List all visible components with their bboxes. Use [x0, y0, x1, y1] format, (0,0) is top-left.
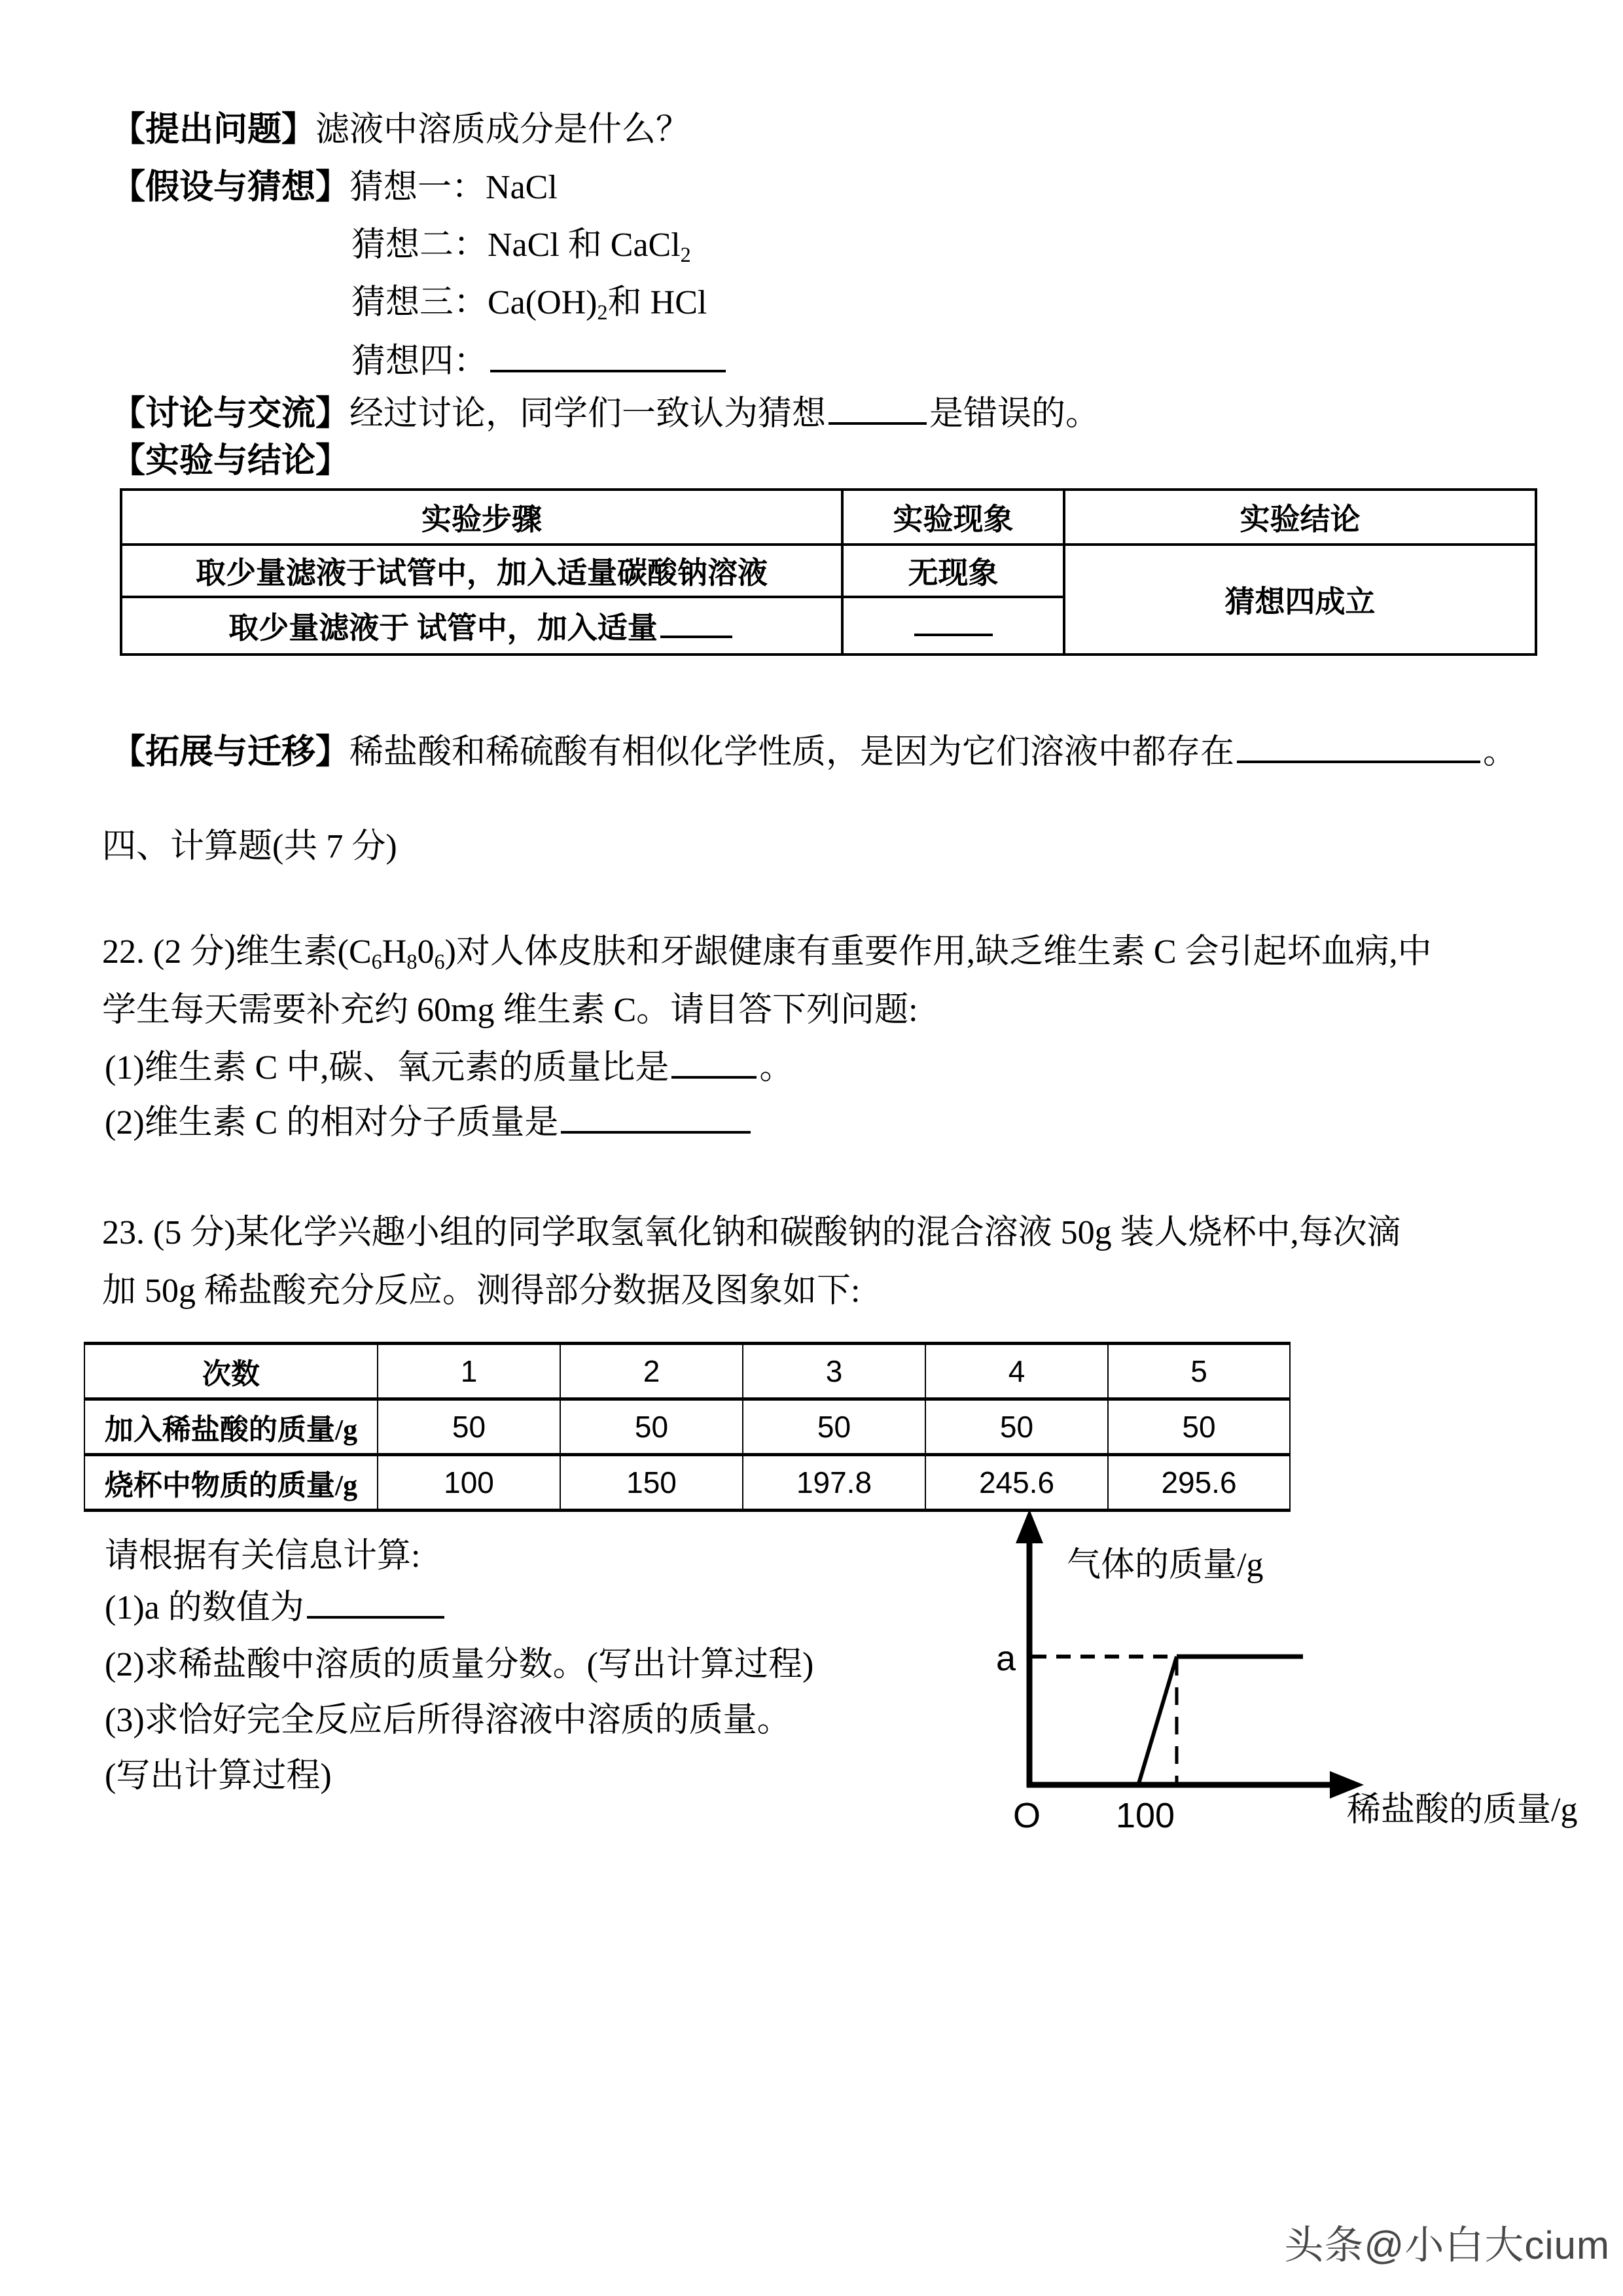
cell: 197.8 [743, 1455, 925, 1511]
answer-blank [307, 1609, 444, 1619]
bracket-header: 【实验与结论】 [111, 442, 350, 480]
guess-3-subscript: 2 [597, 300, 608, 325]
section-hypothesis [111, 166, 558, 209]
x-tick-100: 100 [1115, 1796, 1175, 1833]
cell: 150 [560, 1455, 743, 1511]
table-row-acid-added [84, 1399, 1290, 1455]
origin-label: O [1013, 1796, 1041, 1833]
q22-text: 0 [417, 933, 435, 971]
cell: 295.6 [1108, 1455, 1290, 1511]
row-label: 加入稀盐酸的质量/g [84, 1399, 378, 1455]
discussion-text: 经过讨论，同学们一致认为猜想 [349, 395, 827, 433]
y-tick-a: a [996, 1639, 1016, 1678]
formula-subscript: 8 [406, 950, 418, 974]
calc-item1-text: (1)a 的数值为 [105, 1589, 304, 1626]
table-header-row [121, 490, 1536, 545]
question-text: 滤液中溶质成分是什么？ [315, 111, 690, 149]
q22-line2: 学生每天需要补充约 60mg 维生素 C。请目答下列问题: [102, 992, 918, 1029]
q22-item1-text2: 。 [759, 1049, 794, 1086]
gas-mass-chart [949, 1505, 1623, 1833]
cell: 4 [925, 1344, 1108, 1399]
x-axis-label: 稀盐酸的质量/g [1347, 1791, 1578, 1829]
guess-4-text: 猜想四： [351, 343, 488, 380]
q22-text: )对人体皮肤和牙龈健康有重要作用,缺乏维生素 C 会引起坏血病,中 [444, 933, 1432, 971]
q23-line2: 加 50g 稀盐酸充分反应。测得部分数据及图象如下: [102, 1272, 861, 1310]
table-row [121, 545, 1536, 597]
cell: 2 [560, 1344, 743, 1399]
y-axis-arrow-icon [1016, 1509, 1043, 1543]
calc-item3: (3)求恰好完全反应后所得溶液中溶质的质量。 [105, 1702, 791, 1739]
guess-2 [351, 224, 691, 268]
q22-item1 [105, 1047, 793, 1089]
cell: 50 [743, 1399, 925, 1455]
row-label: 次数 [84, 1344, 378, 1399]
section4-title: 四、计算题(共 7 分) [102, 828, 397, 865]
cell: 100 [378, 1455, 560, 1511]
col-header-phenomenon: 实验现象 [842, 490, 1064, 545]
experiment-table [120, 488, 1537, 656]
answer-blank [490, 363, 726, 372]
guess-4 [351, 340, 728, 383]
answer-blank [671, 1069, 757, 1079]
q22-text: H [382, 933, 407, 971]
table-row-beaker-mass [84, 1455, 1290, 1511]
q22-item1-text: (1)维生素 C 中,碳、氧元素的质量比是 [105, 1049, 669, 1086]
extension-text: 稀盐酸和稀硫酸有相似化学性质，是因为它们溶液中都存在 [349, 734, 1235, 771]
table-row-times [84, 1344, 1290, 1399]
step-text: 取少量滤液于 试管中，加入适量 [228, 611, 658, 645]
answer-blank [914, 627, 993, 636]
y-axis-label: 气体的质量/g [1067, 1547, 1264, 1584]
cell: 245.6 [925, 1455, 1108, 1511]
q22-item2-text: (2)维生素 C 的相对分子质量是 [105, 1104, 559, 1141]
guess-2-subscript: 2 [680, 243, 691, 267]
row-label: 烧杯中物质的质量/g [84, 1455, 378, 1511]
calc-item1 [105, 1587, 447, 1629]
guess-3-text: 猜想三：Ca(OH) [351, 284, 597, 321]
cell: 50 [1108, 1399, 1290, 1455]
q22-line1 [102, 931, 1432, 975]
watermark: 头条@小白大cium [1284, 2223, 1610, 2267]
guess-3 [351, 281, 707, 325]
q22-text: 22. (2 分)维生素(C [102, 933, 372, 971]
calc-item4: (写出计算过程) [105, 1757, 332, 1795]
calc-item2: (2)求稀盐酸中溶质的质量分数。(写出计算过程) [105, 1646, 814, 1683]
step-cell: 取少量滤液于试管中，加入适量碳酸钠溶液 [121, 545, 842, 597]
cell: 5 [1108, 1344, 1290, 1399]
bracket-header: 【拓展与迁移】 [111, 734, 350, 771]
section-experiment [111, 440, 349, 482]
guess-3-text2: 和 HCl [607, 284, 707, 321]
cell: 1 [378, 1344, 560, 1399]
bracket-header: 【假设与猜想】 [111, 169, 350, 206]
section-propose-question [111, 109, 690, 151]
guess-2-text: 猜想二：NaCl 和 CaCl [351, 226, 681, 264]
conclusion-cell: 猜想四成立 [1064, 545, 1536, 655]
discussion-text2: 是错误的。 [929, 395, 1100, 433]
data-table [84, 1342, 1291, 1512]
col-header-steps: 实验步骤 [121, 490, 842, 545]
section-extension [111, 731, 1517, 774]
curve-rising-segment [1139, 1657, 1177, 1784]
answer-blank [1237, 754, 1480, 763]
cell: 50 [925, 1399, 1108, 1455]
bracket-header: 【提出问题】 [111, 111, 316, 149]
cell: 50 [560, 1399, 743, 1455]
q22-item2 [105, 1102, 753, 1144]
guess-1: 猜想一：NaCl [349, 169, 558, 206]
answer-blank [561, 1124, 751, 1134]
bracket-header: 【讨论与交流】 [111, 395, 350, 433]
formula-subscript: 6 [371, 950, 382, 974]
cell: 3 [743, 1344, 925, 1399]
col-header-conclusion: 实验结论 [1064, 490, 1536, 545]
q23-line1: 23. (5 分)某化学兴趣小组的同学取氢氧化钠和碳酸钠的混合溶液 50g 装人烧杯中,每次滴 [102, 1214, 1401, 1251]
section-discussion [111, 393, 1099, 435]
formula-subscript: 6 [434, 950, 445, 974]
step-cell [121, 597, 842, 655]
extension-text2: 。 [1483, 734, 1518, 771]
calc-intro: 请根据有关信息计算: [105, 1537, 421, 1575]
answer-blank [829, 416, 927, 425]
cell: 50 [378, 1399, 560, 1455]
phenomenon-cell [842, 597, 1064, 655]
phenomenon-cell: 无现象 [842, 545, 1064, 597]
answer-blank [660, 629, 732, 638]
